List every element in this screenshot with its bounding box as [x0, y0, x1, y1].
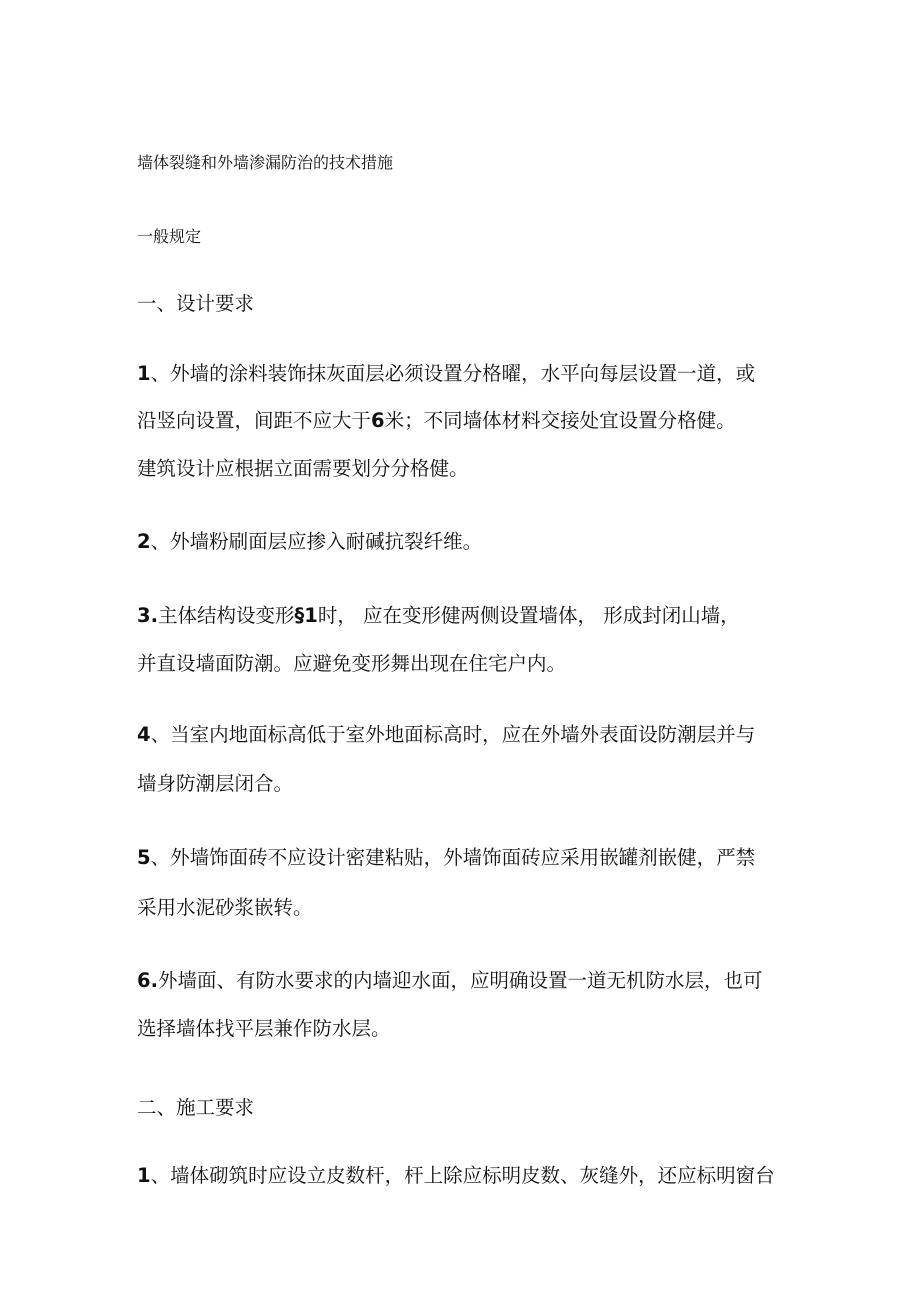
item-text: 时， 应在变形健两侧设置墙体， 形成封闭山墙，: [317, 604, 740, 627]
item-number: 6.: [137, 969, 158, 992]
item-number: 1: [137, 362, 151, 385]
paragraph-2-line-1: [137, 526, 482, 554]
construction-paragraph-1-line-1: [137, 1160, 775, 1188]
item-number: 2: [137, 530, 151, 553]
item-text: 、墙体砌筑时应设立皮数杆，杆上除应标明皮数、灰缝外，还应标明窗台: [150, 1164, 775, 1187]
item-number: 3.: [137, 604, 158, 627]
general-heading: 一般规定: [137, 227, 202, 246]
item-text: 、当室内地面标高低于室外地面标高时，应在外墙外表面设防潮层并与: [150, 723, 756, 746]
paragraph-5-line-1: [137, 842, 755, 870]
paragraph-4-line-2: 墙身防潮层闭合。: [137, 772, 294, 795]
item-text: 外墙面、有防水要求的内墙迎水面，应明确设置一道无机防水层，也可: [157, 969, 763, 992]
paragraph-3-line-2: 并直设墙面防潮。应避免变形舞出现在住宅户内。: [137, 652, 567, 675]
item-number: 1: [137, 1164, 151, 1187]
item-text: 、外墙粉刷面层应掺入耐碱抗裂纤维。: [150, 530, 483, 553]
item-text: 、外墙的涂料装饰抹灰面层必须设置分格曜，水平向每层设置一道，或: [150, 362, 756, 385]
paragraph-6-line-1: [137, 965, 763, 993]
paragraph-6-line-2: 选择墙体找平层兼作防水层。: [137, 1017, 391, 1040]
paragraph-4-line-1: [137, 719, 755, 747]
paragraph-1-line-2: [137, 405, 736, 433]
item-text: 米；不同墙体材料交接处宜设置分格健。: [384, 409, 736, 432]
item-number: 5: [137, 846, 151, 869]
inline-number: §1: [294, 604, 318, 627]
item-number: 4: [137, 723, 151, 746]
document-title: 墙体裂缝和外墙渗漏防治的技术措施: [137, 153, 394, 172]
paragraph-5-line-2: 采用水泥砂浆嵌转。: [137, 896, 313, 919]
item-text: 、外墙饰面砖不应设计密建粘贴，外墙饰面砖应采用嵌罐剂嵌健，严禁: [150, 846, 756, 869]
section-heading-design: 一、设计要求: [137, 292, 255, 315]
paragraph-1-line-1: [137, 358, 755, 386]
inline-number: 6: [371, 409, 385, 432]
item-text: 沿竖向设置，间距不应大于: [137, 409, 372, 432]
item-text: 主体结构设变形: [157, 604, 295, 627]
paragraph-1-line-3: 建筑设计应根据立面需要划分分格健。: [137, 457, 469, 480]
section-heading-construction: 二、施工要求: [137, 1096, 255, 1119]
paragraph-3-line-1: [137, 600, 740, 628]
